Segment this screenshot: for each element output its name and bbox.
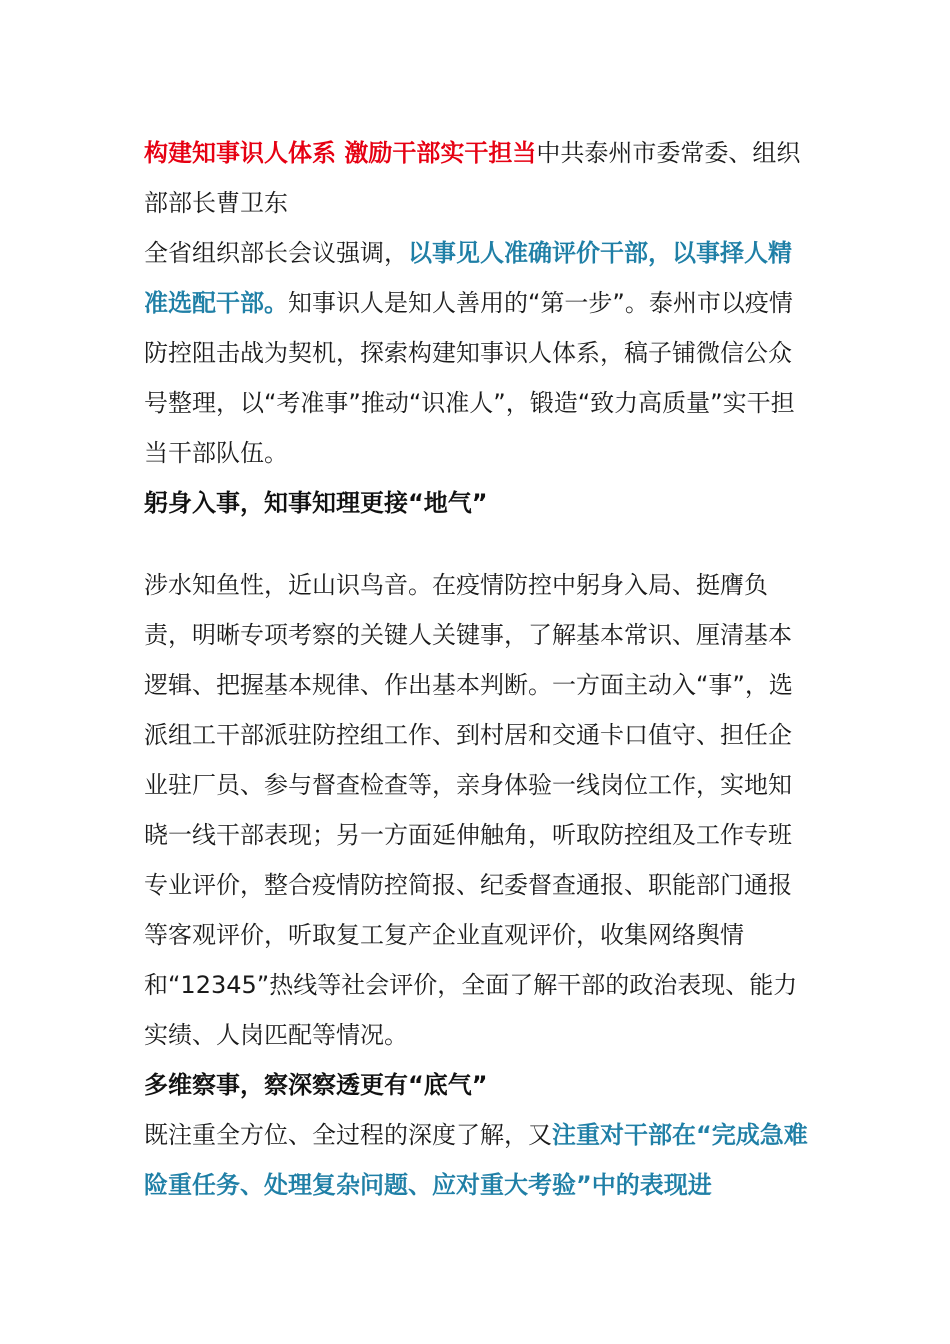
section-2-text: 既注重全方位、全过程的深度了解，又	[144, 1121, 552, 1149]
intro-text-2: 知事识人是知人善用的“第一步”。泰州市以疫情防控阻击战为契机，探索构建知事识人体系，稿子铺微信公众号整理，以“考准事”推动“识准人”，锻造“致力高质量”实干担当干部队伍。	[144, 289, 795, 467]
section-2-highlight: 注重对干部在“完成急难险重任务、处理复杂问题、应对重大考验”中的表现进	[144, 1121, 808, 1199]
intro-text-1: 全省组织部长会议强调，	[144, 239, 408, 267]
section-heading-2: 多维察事，察深察透更有“底气”	[144, 1071, 488, 1099]
spacer	[144, 528, 814, 560]
article-title: 构建知事识人体系 激励干部实干担当	[144, 139, 537, 167]
article-title-paragraph	[144, 128, 814, 228]
intro-highlight: 以事见人准确评价干部，以事择人精准选配干部。	[144, 239, 792, 317]
section-heading-1: 躬身入事，知事知理更接“地气”	[144, 489, 488, 517]
section-body-1: 涉水知鱼性，近山识鸟音。在疫情防控中躬身入局、挺膺负责，明晰专项考察的关键人关键事，了解基本常识、厘清基本逻辑、把握基本规律、作出基本判断。一方面主动入“事”，选派组工干部派驻防控组工作、到村居和交通卡口值守、担任企业驻厂员、参与督查检查等，亲身体验一线岗位工作，实地知晓一线干部表现；另一方面延伸触角，听取防控组及工作专班专业评价，整合疫情防控简报、纪委督查通报、职能部门通报等客观评价，听取复工复产企业直观评价，收集网络舆情和“12345”热线等社会评价，全面了解干部的政治表现、能力实绩、人岗匹配等情况。	[144, 571, 798, 1049]
section-body-2	[144, 1110, 814, 1210]
article-byline: 中共泰州市委常委、组织部部长曹卫东	[144, 139, 801, 217]
article-body	[144, 128, 814, 1210]
intro-paragraph	[144, 228, 814, 478]
